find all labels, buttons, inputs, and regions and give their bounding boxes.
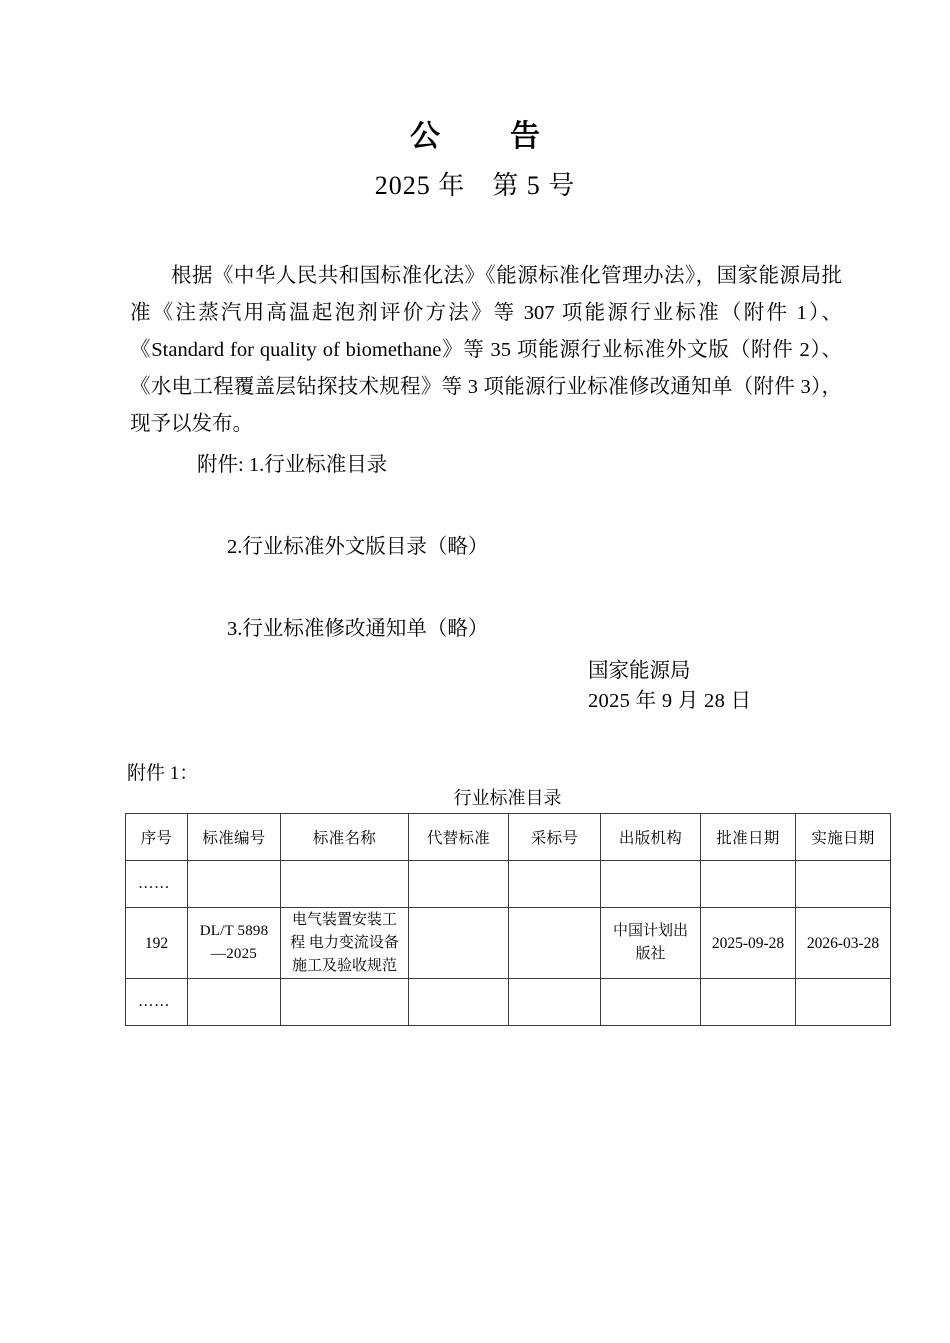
column-header-name: 标准名称 [281, 814, 409, 861]
issuing-organization: 国家能源局 [588, 660, 691, 682]
empty-cell [509, 861, 601, 908]
empty-cell [701, 861, 796, 908]
table-row [126, 908, 891, 979]
ellipsis-marker-top: …… [126, 861, 188, 908]
empty-cell [409, 861, 509, 908]
empty-cell [509, 979, 601, 1026]
attachment-item-3: 3.行业标准修改通知单（略） [227, 618, 489, 640]
column-header-adopted: 采标号 [509, 814, 601, 861]
cell-sequence-number: 192 [126, 908, 188, 979]
empty-cell [701, 979, 796, 1026]
ellipsis-marker-bottom: …… [126, 979, 188, 1026]
cell-replaced-standard [409, 908, 509, 979]
empty-cell [281, 979, 409, 1026]
empty-cell [281, 861, 409, 908]
cell-implementation-date: 2026-03-28 [796, 908, 891, 979]
standard-name-line: 施工及验收规范 [291, 957, 397, 974]
empty-cell [601, 861, 701, 908]
cell-standard-name [281, 908, 409, 979]
column-header-implementation-date: 实施日期 [796, 814, 891, 861]
column-header-publisher: 出版机构 [601, 814, 701, 861]
table-row [126, 979, 891, 1026]
standard-name-line: 电气装置安装工 [291, 911, 397, 928]
issue-date: 2025 年 9 月 28 日 [588, 690, 752, 712]
empty-cell [188, 979, 281, 1026]
empty-cell [188, 861, 281, 908]
cell-adopted-number [509, 908, 601, 979]
empty-cell [796, 979, 891, 1026]
attachment-list [197, 452, 797, 642]
cell-standard-code [188, 908, 281, 979]
document-number: 2025 年 第 5 号 [374, 171, 576, 200]
column-header-seq: 序号 [126, 814, 188, 861]
attachment-item-2: 2.行业标准外文版目录（略） [227, 536, 489, 558]
cell-approval-date: 2025-09-28 [701, 908, 796, 979]
standard-code-main: DL/T 5898 [199, 923, 269, 939]
body-paragraph: 根据《中华人民共和国标准化法》《能源标准化管理办法》，国家能源局批准《注蒸汽用高温起泡剂评价方法》等 307 项能源行业标准（附件 1）、《Standard for quality of biomethane》等 35 项能源行业标准外文版（附件 2）、《水电工程覆盖层钻探技术规程》等 3 项能源行业标准修改通知单（附件 3），现予以发布。 [130, 265, 842, 435]
column-header-replaced: 代替标准 [409, 814, 509, 861]
cell-publisher [601, 908, 701, 979]
column-header-code: 标准编号 [188, 814, 281, 861]
table-header-row [126, 814, 891, 861]
table-row [126, 861, 891, 908]
page-title: 公 告 [410, 120, 560, 153]
column-header-approval-date: 批准日期 [701, 814, 796, 861]
empty-cell [601, 979, 701, 1026]
attachment-item-1: 附件: 1.行业标准目录 [197, 454, 388, 476]
body-section [130, 258, 842, 443]
publisher-line: 版社 [635, 946, 666, 962]
standard-name-line: 程 电力变流设备 [290, 934, 399, 951]
publisher-line: 中国计划出 [612, 923, 688, 939]
standard-code-year: —2025 [211, 946, 257, 962]
standards-table [125, 813, 891, 1026]
signature-block [588, 656, 908, 716]
table-caption: 行业标准目录 [453, 788, 562, 808]
empty-cell [409, 979, 509, 1026]
appendix-label: 附件 1： [127, 763, 199, 784]
empty-cell [796, 861, 891, 908]
